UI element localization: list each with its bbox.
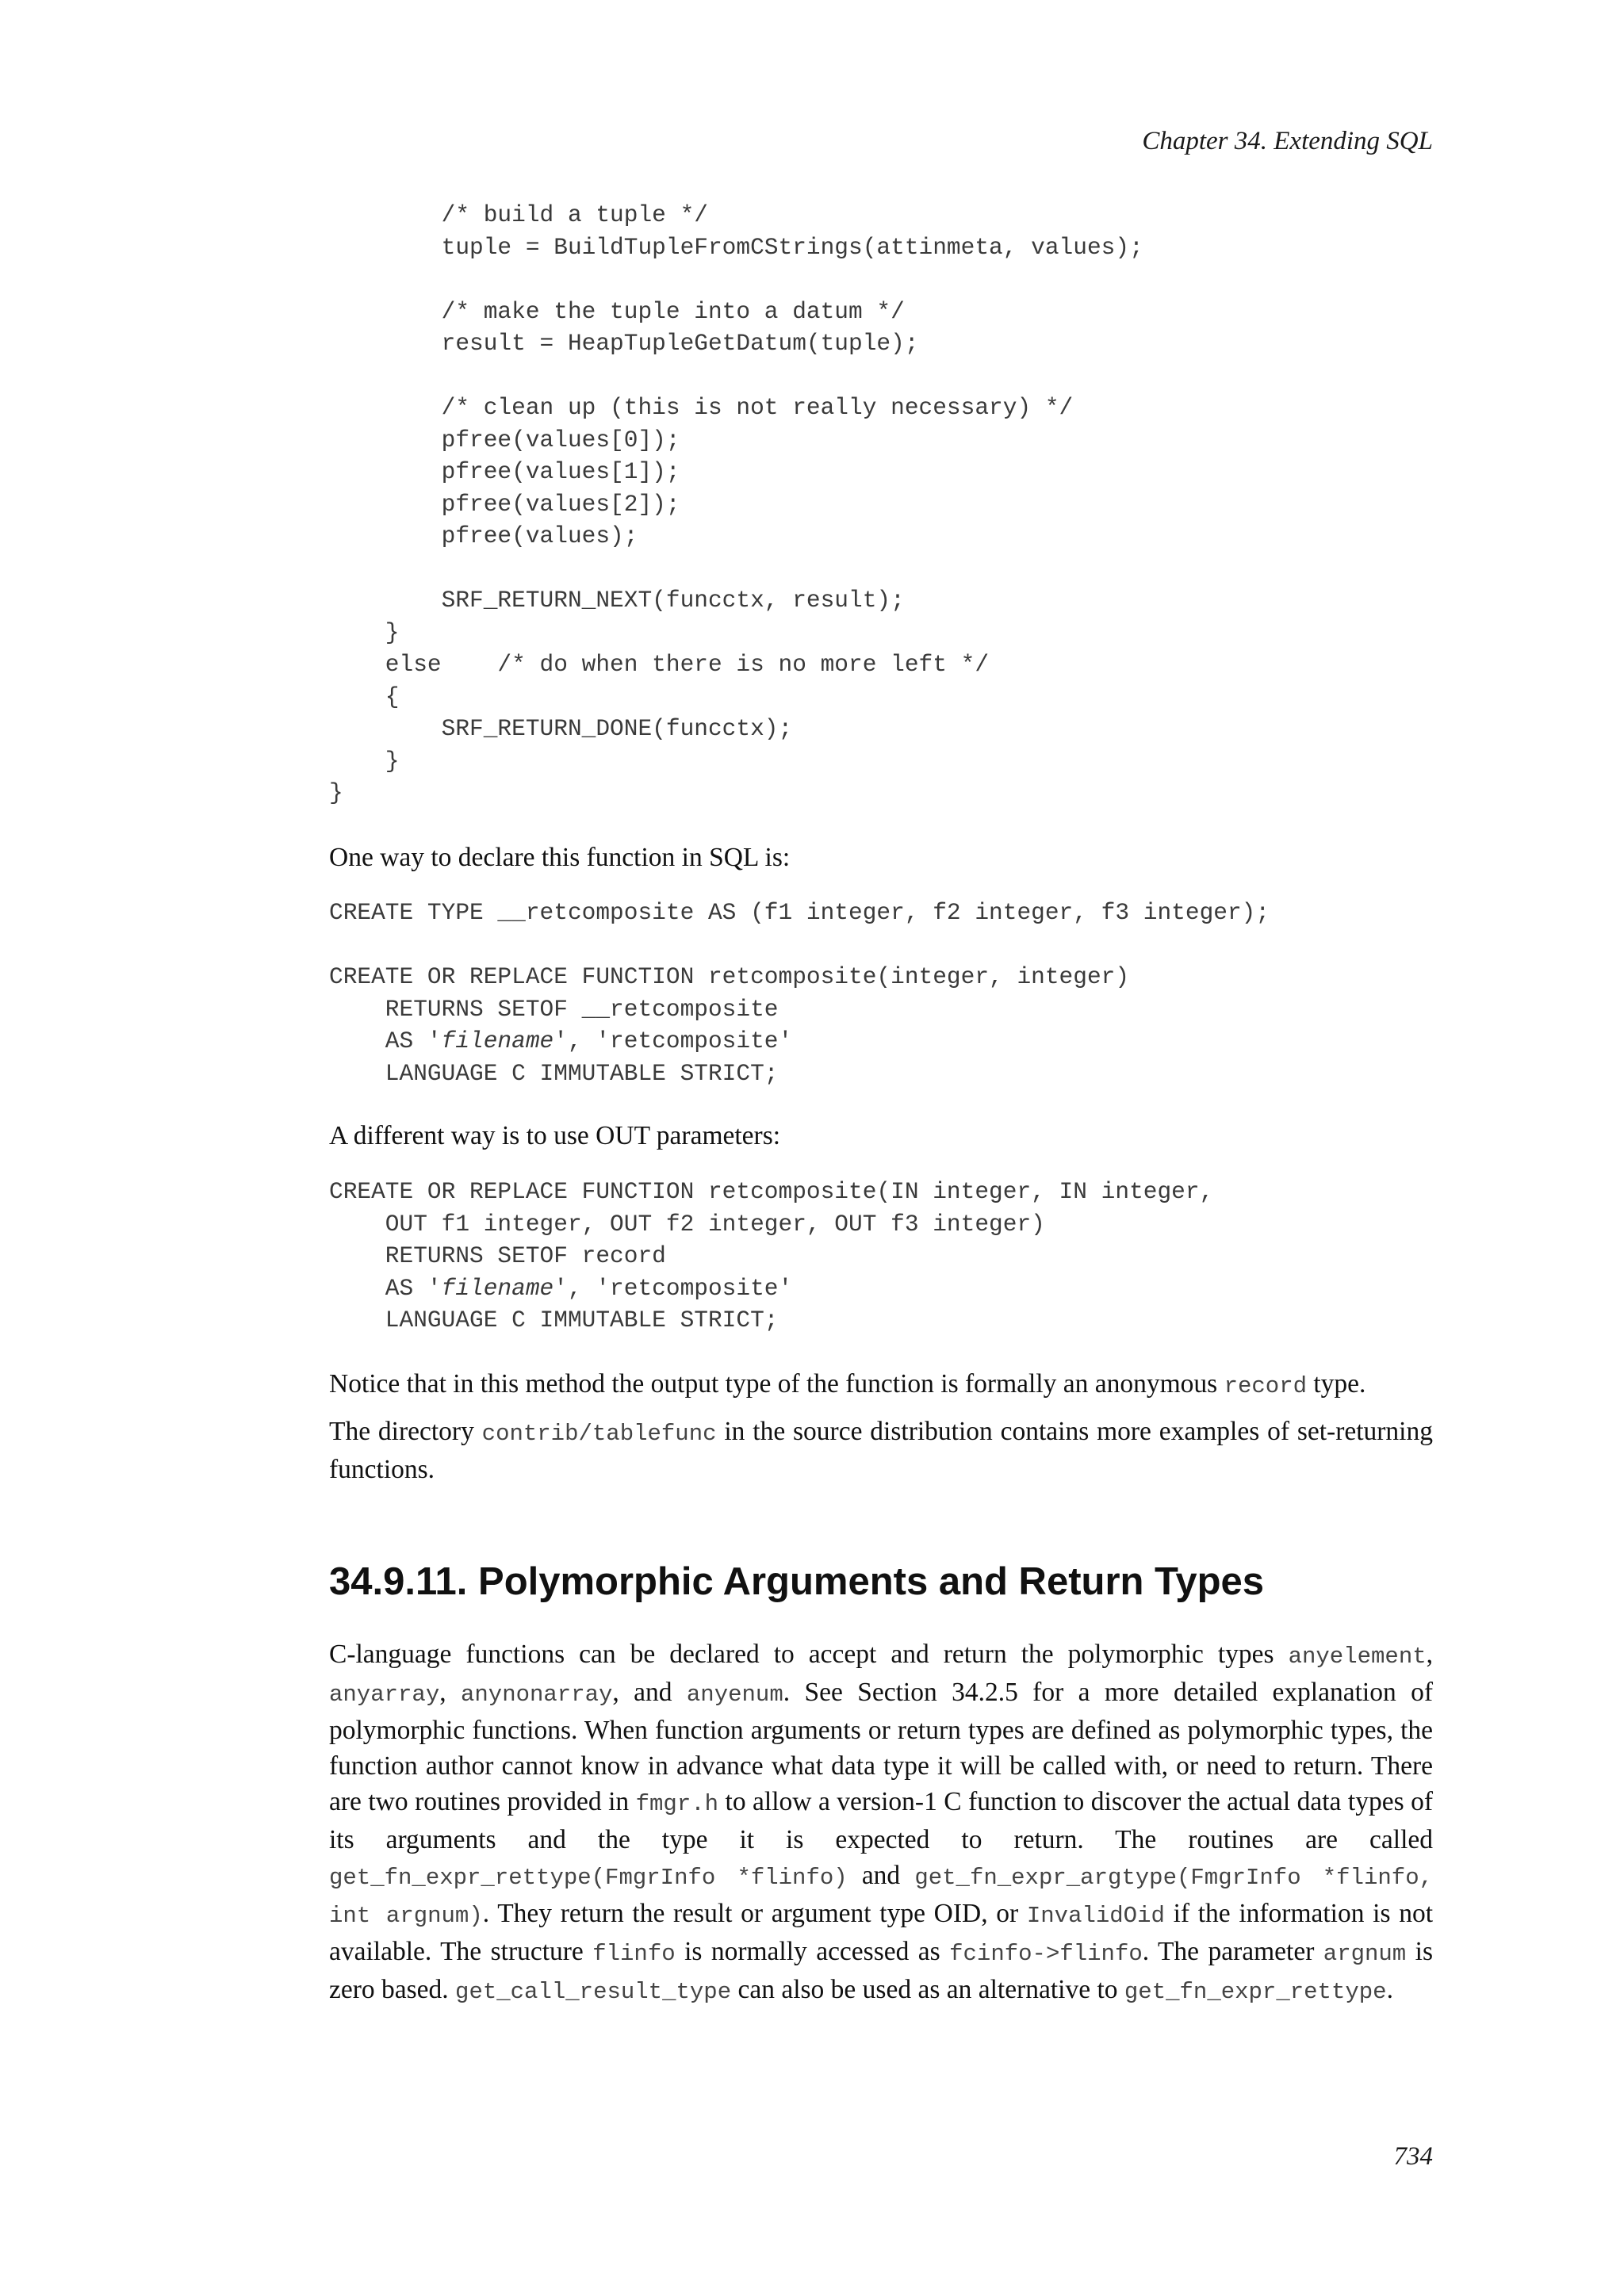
paragraph-polymorphic: C-language functions can be declared to accept and return the polymorphic types anyelement, anyarray, anynonarray, and anyenum. See Section 34.2.5 for a more detailed explanation of polymorphic functions. When function arguments or return types are defined as polymorphic types, the function author cannot know in advance what data type it will be called with, or need to return. There are two routines provided in fmgr.h to allow a version-1 C function to discover the actual data types of its arguments and the type it is expected to return. The routines are called get_fn_expr_rettype(FmgrInfo *flinfo) and get_fn_expr_argtype(FmgrInfo *flinfo, int argnum). They return the result or argument type OID, or InvalidOid if the information is not available. The structure flinfo is normally accessed as fcinfo->flinfo. The parameter argnum is zero based. get_call_result_type can also be used as an alternative to get_fn_expr_rettype. (329, 1640, 1434, 2005)
paragraph-directory: The directory contrib/tablefunc in the source distribution contains more examples of set-returning functions. (329, 1417, 1433, 1484)
filename-placeholder: filename (441, 1027, 554, 1054)
code-line: AS 'filename', 'retcomposite' (329, 1274, 793, 1302)
code-line: CREATE OR REPLACE FUNCTION retcomposite(IN integer, IN integer, (329, 1178, 1214, 1205)
code-line: SRF_RETURN_NEXT(funcctx, result); (329, 587, 905, 614)
inline-code: contrib/tablefunc (481, 1421, 717, 1447)
code-line: AS 'filename', 'retcomposite' (329, 1027, 793, 1054)
filename-placeholder: filename (441, 1274, 554, 1302)
code-line: pfree(values[2]); (329, 490, 680, 518)
paragraph-notice: Notice that in this method the output type of the function is formally an anonymous record type. (329, 1369, 1366, 1399)
code-line: else /* do when there is no more left */ (329, 651, 990, 678)
code-line: RETURNS SETOF record (329, 1242, 666, 1269)
code-line: } (329, 747, 400, 775)
code-line: pfree(values[1]); (329, 458, 680, 485)
code-line: CREATE TYPE __retcomposite AS (f1 integer, f2 integer, f3 integer); (329, 899, 1270, 926)
code-line: } (329, 779, 343, 806)
code-line: } (329, 618, 400, 646)
code-line: { (329, 683, 400, 710)
paragraph-declare: One way to declare this function in SQL is: (329, 843, 791, 872)
section-heading: 34.9.11. Polymorphic Arguments and Return Types (329, 1560, 1265, 1603)
code-line: pfree(values[0]); (329, 426, 680, 453)
code-line: tuple = BuildTupleFromCStrings(attinmeta, values); (329, 233, 1143, 261)
code-line: SRF_RETURN_DONE(funcctx); (329, 715, 793, 742)
code-line: result = HeapTupleGetDatum(tuple); (329, 330, 919, 357)
code-block-out-parameters (329, 1176, 1213, 1337)
running-header-chapter-title: Chapter 34. Extending SQL (1142, 127, 1433, 155)
code-line: CREATE OR REPLACE FUNCTION retcomposite(integer, integer) (329, 963, 1130, 990)
page-number: 734 (1393, 2142, 1433, 2171)
code-block-c-function (329, 199, 1143, 809)
paragraph-out-parameters: A different way is to use OUT parameters: (329, 1121, 781, 1150)
code-line: RETURNS SETOF __retcomposite (329, 995, 779, 1023)
code-line: /* build a tuple */ (329, 201, 708, 228)
code-line: /* clean up (this is not really necessary) */ (329, 394, 1074, 421)
code-block-create-type (329, 897, 1270, 1089)
code-line: LANGUAGE C IMMUTABLE STRICT; (329, 1059, 779, 1087)
code-line: LANGUAGE C IMMUTABLE STRICT; (329, 1307, 779, 1334)
code-line: /* make the tuple into a datum */ (329, 297, 905, 325)
code-line: OUT f1 integer, OUT f2 integer, OUT f3 integer) (329, 1210, 1045, 1238)
inline-code: record (1224, 1373, 1307, 1399)
code-line: pfree(values); (329, 522, 638, 549)
